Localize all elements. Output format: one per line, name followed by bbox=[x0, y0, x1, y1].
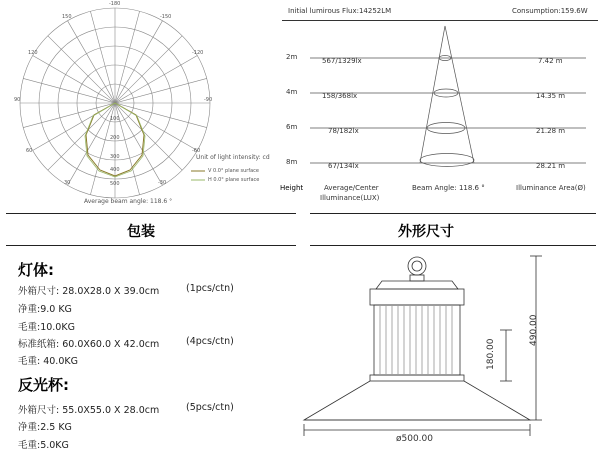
polar-angle-label: -90 bbox=[204, 97, 213, 103]
section-packing-title: 包装 bbox=[127, 224, 155, 240]
polar-radial-label: 500 bbox=[110, 181, 120, 187]
dim-body-height: 180.00 bbox=[486, 338, 496, 370]
row-area: 14.35 m bbox=[536, 92, 566, 100]
row-height: 2m bbox=[286, 53, 298, 61]
polar-legend-h: H 0.0° plane surface bbox=[208, 177, 260, 183]
row-area: 28.21 m bbox=[536, 162, 566, 170]
row-height: 4m bbox=[286, 88, 298, 96]
polar-angle-label: 60 bbox=[26, 148, 33, 154]
row-area: 7.42 m bbox=[538, 57, 563, 65]
lamp-line: 标准纸箱: 60.0X60.0 X 42.0cm (4pcs/ctn) bbox=[18, 336, 234, 350]
polar-radial-label: 100 bbox=[110, 116, 120, 122]
lamp-line: 外箱尺寸: 28.0X28.0 X 39.0cm (1pcs/ctn) bbox=[18, 283, 234, 297]
lamp-title: 灯体: bbox=[18, 261, 54, 279]
lamp-line: 净重:9.0 KG bbox=[18, 304, 72, 315]
row-area: 21.28 m bbox=[536, 127, 566, 135]
row-height: 8m bbox=[286, 158, 298, 166]
cone-consumption: Consumption:159.6W bbox=[512, 7, 588, 15]
row-lux: 567/1329lx bbox=[322, 57, 362, 65]
reflector-line: 毛重:5.0KG bbox=[18, 440, 69, 451]
dim-diameter: ø500.00 bbox=[396, 434, 433, 444]
polar-beam-caption: Average beam angle: 118.6 ° bbox=[84, 198, 173, 205]
polar-angle-label: -30 bbox=[158, 180, 167, 186]
cone-flux: Initial lumirous Flux:14252LM bbox=[288, 7, 392, 15]
polar-angle-label: 30 bbox=[64, 180, 71, 186]
reflector-title: 反光杯: bbox=[18, 376, 69, 394]
polar-angle-label: -120 bbox=[192, 50, 204, 56]
polar-angle-label: 150 bbox=[62, 14, 72, 20]
polar-radial-label: 300 bbox=[110, 154, 120, 160]
cone-foot-beam: Beam Angle: 118.6 ° bbox=[412, 184, 485, 192]
polar-angle-label: -60 bbox=[192, 148, 201, 154]
cone-diagram bbox=[278, 0, 600, 212]
row-lux: 78/182lx bbox=[328, 127, 359, 135]
lamp-line: 毛重:10.0KG bbox=[18, 322, 75, 333]
polar-legend-v: V 0.0° plane surface bbox=[208, 168, 259, 174]
section-dimensions-title: 外形尺寸 bbox=[398, 224, 454, 240]
cone-foot-illum: Illuminance(LUX) bbox=[320, 194, 380, 202]
row-height: 6m bbox=[286, 123, 298, 131]
polar-diagram bbox=[0, 0, 280, 212]
cone-graphic bbox=[278, 0, 600, 212]
polar-radial-label: 400 bbox=[110, 167, 120, 173]
dim-total-height: 490.00 bbox=[529, 314, 539, 346]
polar-angle-label: 120 bbox=[28, 50, 38, 56]
reflector-line: 净重:2.5 KG bbox=[18, 422, 72, 433]
polar-radial-label: 200 bbox=[110, 135, 120, 141]
lamp-line: 毛重: 40.0KG bbox=[18, 356, 78, 367]
cone-foot-avg: Average/Center bbox=[324, 184, 379, 192]
cone-foot-height: Height bbox=[280, 184, 304, 192]
polar-top-label: -180 bbox=[109, 1, 121, 7]
polar-angle-label: -150 bbox=[160, 14, 172, 20]
row-lux: 158/368lx bbox=[322, 92, 358, 100]
cone-foot-area: Illuminance Area(Ø) bbox=[516, 184, 586, 192]
polar-angle-label: 90 bbox=[14, 97, 21, 103]
lamp-dimension-drawing bbox=[300, 250, 600, 454]
row-lux: 67/134lx bbox=[328, 162, 359, 170]
lamp-drawing bbox=[300, 250, 600, 454]
polar-unit-label: Unit of light intensity: cd bbox=[196, 154, 270, 161]
reflector-line: 外箱尺寸: 55.0X55.0 X 28.0cm (5pcs/ctn) bbox=[18, 402, 234, 416]
